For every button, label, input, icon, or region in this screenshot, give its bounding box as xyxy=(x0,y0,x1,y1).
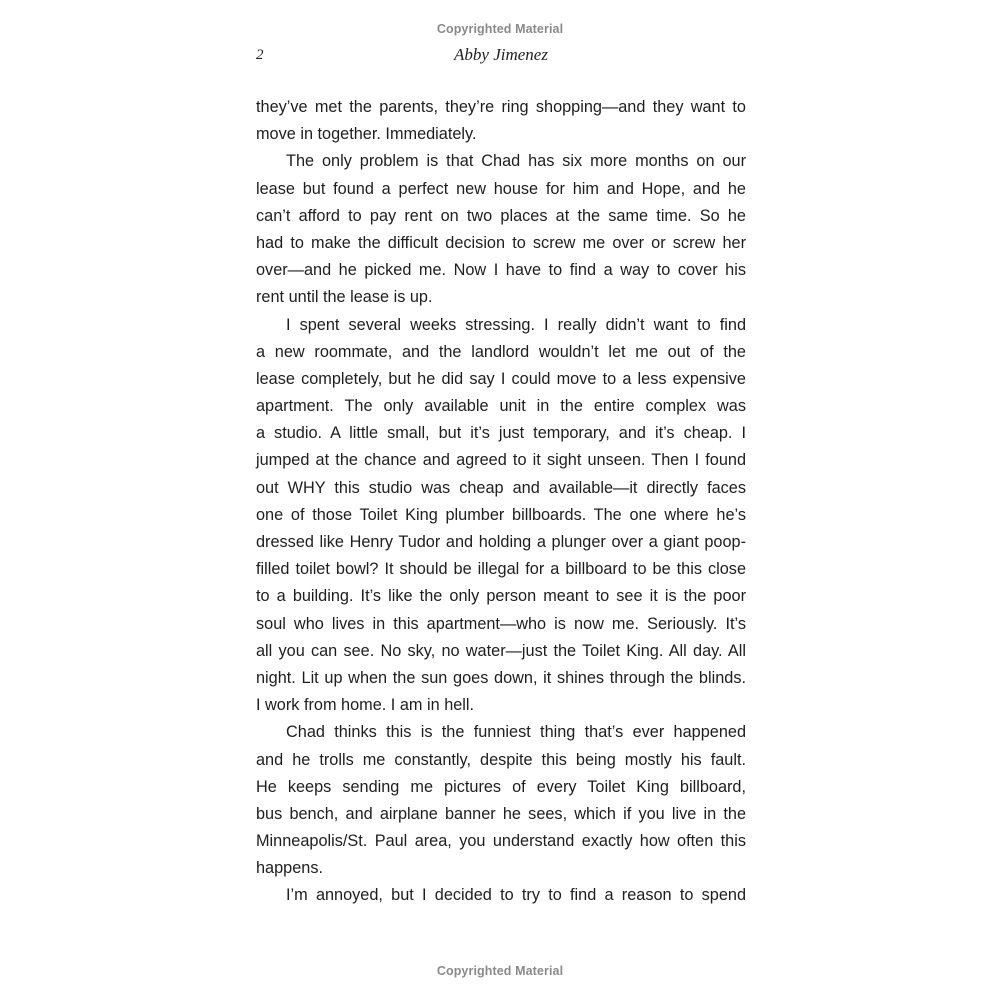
text-line: over—and he picked me. Now I have to find a way to cover his xyxy=(256,261,746,280)
text-line: to a building. It’s like the only person meant to see it is the poor xyxy=(256,587,746,606)
text-line: move in together. Immediately. xyxy=(256,125,477,144)
text-line: lease completely, but he did say I could move to a less expensive xyxy=(256,369,746,388)
author-name: Abby Jimenez xyxy=(454,45,548,64)
page-number: 2 xyxy=(256,47,264,63)
text-line: bus bench, and airplane banner he sees, which if you live in the xyxy=(256,804,746,823)
text-line: a new roommate, and the landlord wouldn’t let me out of the xyxy=(256,342,746,361)
text-line: soul who lives in this apartment—who is now me. Seriously. It’s xyxy=(256,614,746,633)
text-line: He keeps sending me pictures of every Toilet King billboard, xyxy=(256,777,746,796)
text-line: I spent several weeks stressing. I really didn’t want to find xyxy=(286,315,746,334)
text-line: out WHY this studio was cheap and available—it directly faces xyxy=(256,478,746,497)
text-line: I work from home. I am in hell. xyxy=(256,696,475,715)
text-line: Minneapolis/St. Paul area, you understand exactly how often this xyxy=(256,832,746,851)
copyright-watermark-top: Copyrighted Material xyxy=(436,22,564,36)
text-line: rent until the lease is up. xyxy=(256,288,433,307)
text-line: can’t afford to pay rent on two places at the same time. So he xyxy=(256,206,746,225)
copyright-watermark-bottom: Copyrighted Material xyxy=(436,964,564,978)
text-line: happens. xyxy=(256,859,323,878)
text-line: dressed like Henry Tudor and holding a plunger over a giant poop- xyxy=(256,533,746,551)
text-line: jumped at the chance and agreed to it sight unseen. Then I found xyxy=(256,451,746,470)
text-line: had to make the difficult decision to screw me over or screw her xyxy=(256,233,746,252)
body-text xyxy=(256,94,746,910)
text-line: a studio. A little small, but it’s just temporary, and it’s cheap. I xyxy=(256,424,746,443)
text-line: one of those Toilet King plumber billboards. The one where he’s xyxy=(256,505,746,524)
running-head xyxy=(256,45,746,69)
text-line: all you can see. No sky, no water—just the Toilet King. All day. All xyxy=(256,641,746,660)
text-line: lease but found a perfect new house for him and Hope, and he xyxy=(256,179,746,198)
text-line: apartment. The only available unit in the entire complex was xyxy=(256,397,746,416)
text-line: and he trolls me constantly, despite this being mostly his fault. xyxy=(256,750,746,769)
text-line: Chad thinks this is the funniest thing that’s ever happened xyxy=(286,723,746,742)
text-line: The only problem is that Chad has six more months on our xyxy=(286,152,746,171)
text-line: they’ve met the parents, they’re ring shopping—and they want to xyxy=(256,98,746,116)
text-line: night. Lit up when the sun goes down, it shines through the blinds. xyxy=(256,668,746,687)
text-line: I’m annoyed, but I decided to try to find a reason to spend xyxy=(286,886,746,905)
text-line: filled toilet bowl? It should be illegal for a billboard to be this close xyxy=(256,560,746,579)
